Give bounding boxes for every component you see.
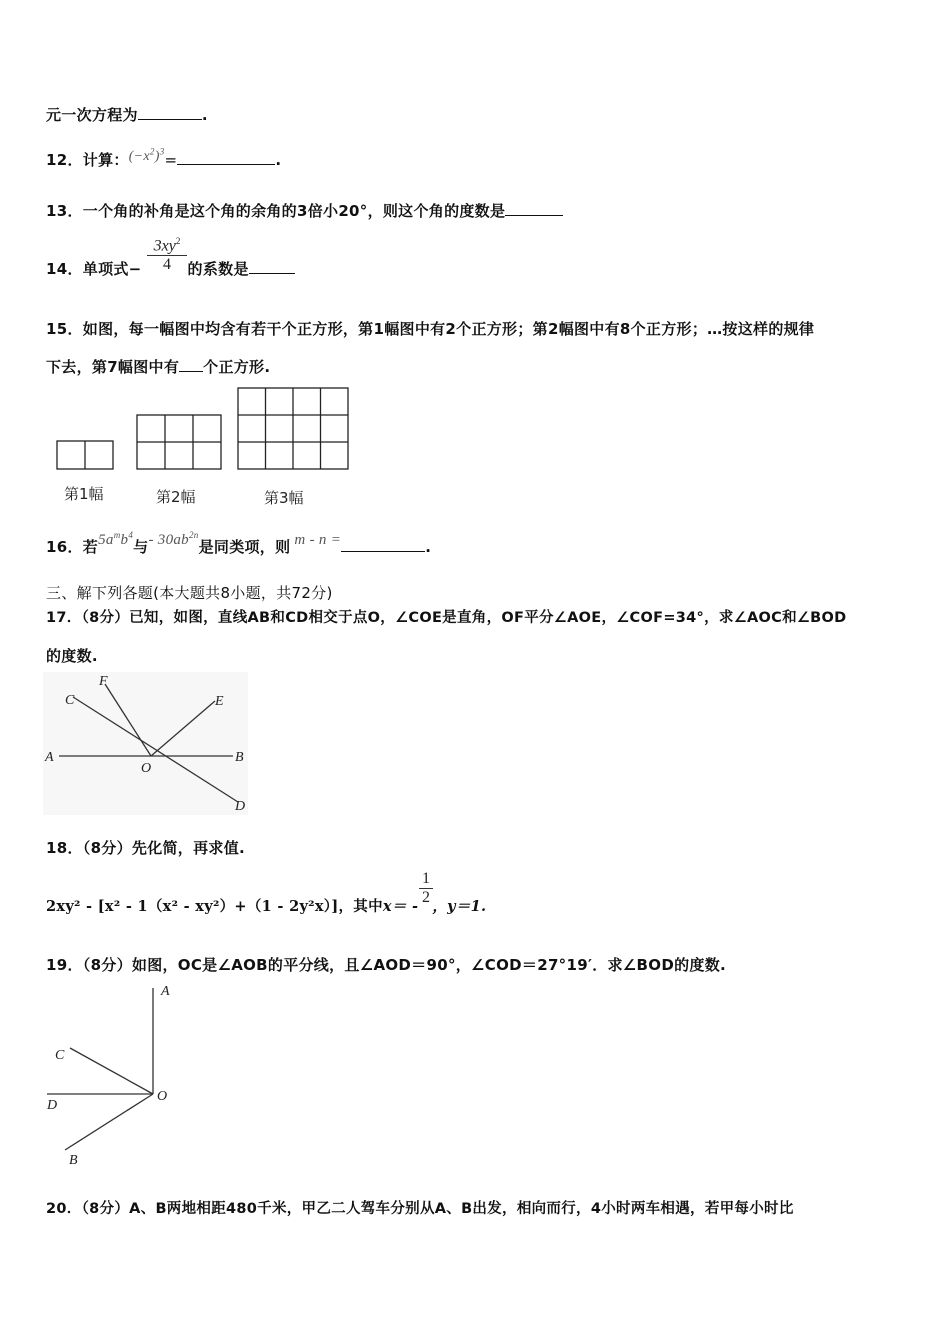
q17-angle-figure xyxy=(43,672,253,817)
question-16: 16．若$5a^mb^4$与- $30ab^{2n}$是同类项，则 m - n = . xyxy=(46,530,432,556)
question-14: 14．单项式− 的系数是 xyxy=(46,258,295,279)
label-e: E xyxy=(215,694,224,709)
answer-blank xyxy=(138,105,202,120)
ray-ob xyxy=(65,1094,153,1150)
label-b: B xyxy=(235,750,244,765)
q19-angle-figure xyxy=(43,980,183,1170)
question-15-line2: 下去，第7幅图中有 个正方形. xyxy=(46,358,271,376)
label-d: D xyxy=(235,799,246,814)
question-18-expression: 2xy² - [x² - 1（x² - xy²）+（1 - 2y²x）]，其中x＝ - ，y＝1. xyxy=(46,898,487,915)
question-17-line1: 17．（8分）已知，如图，直线AB和CD相交于点O，∠COE是直角，OF平分∠AOE，∠COF=34°，求∠AOC和∠BOD xyxy=(46,610,847,626)
ray-oc xyxy=(70,1048,153,1094)
label-b: B xyxy=(69,1153,78,1168)
question-13: 13．一个角的补角是这个角的余角的3倍小20°，则这个角的度数是 xyxy=(46,200,563,221)
pattern-caption-3: 第3幅 xyxy=(264,489,304,507)
answer-blank xyxy=(179,357,203,372)
label-o: O xyxy=(141,761,152,776)
q18-fraction: $\frac{1}{2}$ xyxy=(419,870,433,907)
answer-blank xyxy=(249,259,295,274)
pattern-caption-1: 第1幅 xyxy=(64,485,104,503)
label-d: D xyxy=(47,1098,58,1113)
question-19-line1: 19．（8分）如图，OC是∠AOB的平分线，且∠AOD＝90°，∠COD＝27°19′．求∠BOD的度数. xyxy=(46,956,726,974)
label-o: O xyxy=(157,1089,168,1104)
label-f: F xyxy=(99,674,108,689)
question-12: 12．计算：$(-x^2)^3=$ . xyxy=(46,146,282,169)
label-a: A xyxy=(45,750,54,765)
q16-expression: m - n = xyxy=(294,532,342,548)
section-3-title: 三、解下列各题(本大题共8小题，共72分) xyxy=(46,584,333,602)
q16-term2: - $30ab^{2n}$ xyxy=(148,530,199,548)
question-18-line1: 18．（8分）先化简，再求值. xyxy=(46,839,246,857)
question-17-line2: 的度数. xyxy=(46,647,98,665)
pattern-caption-2: 第2幅 xyxy=(156,488,196,506)
label-c: C xyxy=(65,693,75,708)
q12-expression: $(-x^2)^3$ xyxy=(128,146,165,164)
q16-term1: $5a^mb^4$ xyxy=(98,530,134,548)
q11-tail: 元一次方程为 . xyxy=(46,106,208,124)
answer-blank xyxy=(341,537,425,552)
square-pattern-figure xyxy=(50,385,360,480)
label-a: A xyxy=(161,984,170,999)
question-15-line1: 15．如图，每一幅图中均含有若干个正方形，第1幅图中有2个正方形；第2幅图中有8个正方形；…按这样的规律 xyxy=(46,320,815,338)
question-20-line1: 20．（8分）A、B两地相距480千米，甲乙二人驾车分别从A、B出发，相向而行，4小时两车相遇，若甲每小时比 xyxy=(46,1201,794,1217)
answer-blank xyxy=(177,150,275,165)
answer-blank xyxy=(505,201,563,216)
q14-fraction: $\frac{3xy^2}{4}$ xyxy=(147,236,187,274)
label-c: C xyxy=(55,1048,65,1063)
